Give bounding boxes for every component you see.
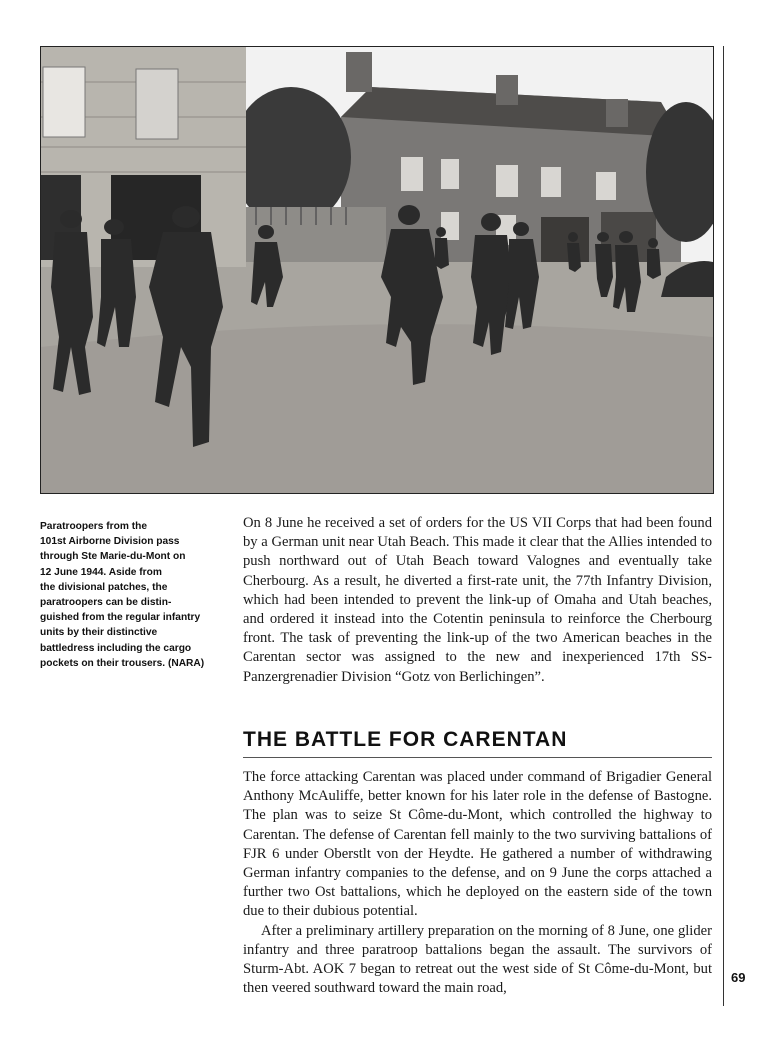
section-paragraph-1: The force attacking Carentan was placed under command of Brigadier General Anthony McAuliffe, better known for his later role in the defense of Bastogne. The plan was to seize St Côme-du-Mont, which controlled the highway to Carentan. The defense of Carentan fell mainly to the two surviving battalions of FJR 6 under Oberstlt von der Heydte. He gathered a number of withdrawing German infantry companies to the defense, and on 9 June the corps attached a further two Ost battalions, which he deployed on the eastern side of the town due to their dubious potential.: [243, 769, 712, 920]
page-number: 69: [731, 970, 746, 985]
intro-paragraph-text: On 8 June he received a set of orders for the US VII Corps that had been found by a German unit near Utah Beach. This made it clear that the Allies intended to push northward out of Utah Beach toward Valognes and eventually take Cherbourg. As a result, he diverted a first-rate unit, the 77th Infantry Division, which had been intended to prevent the link-up of Omaha and Utah beaches, and ordered it instead into the Cotentin peninsula to reinforce the Cherbourg front. The task of preventing the link-up of the two American beaches in the Carentan sector was assigned to the new and inexperienced 17th SS-Panzergrenadier Division “Gotz von Berlichingen”.: [243, 515, 712, 685]
section-heading: THE BATTLE FOR CARENTAN: [243, 728, 712, 758]
photo-caption: [40, 519, 224, 671]
section-paragraph-2: After a preliminary artillery preparation on the morning of 8 June, one glider infantry and three paratroop battalions began the assault. The survivors of Sturm-Abt. AOK 7 began to retreat out the west side of St Côme-du-Mont, but then veered southward toward the main road,: [243, 922, 712, 997]
photograph: [40, 46, 714, 494]
caption-text: Paratroopers from the 101st Airborne Division pass through Ste Marie-du-Mont on 12 June 1944. Aside from the divisional patches, the paratroopers can be distin- guished from the regular infantry units by their distinctive battledress including the cargo pockets on their trousers. (NARA): [40, 521, 205, 669]
page-margin-rule: [723, 46, 724, 1006]
section-body: [243, 768, 712, 998]
intro-paragraph: [243, 514, 712, 687]
photo-illustration: [41, 47, 713, 493]
photo-tree-left: [231, 87, 351, 227]
